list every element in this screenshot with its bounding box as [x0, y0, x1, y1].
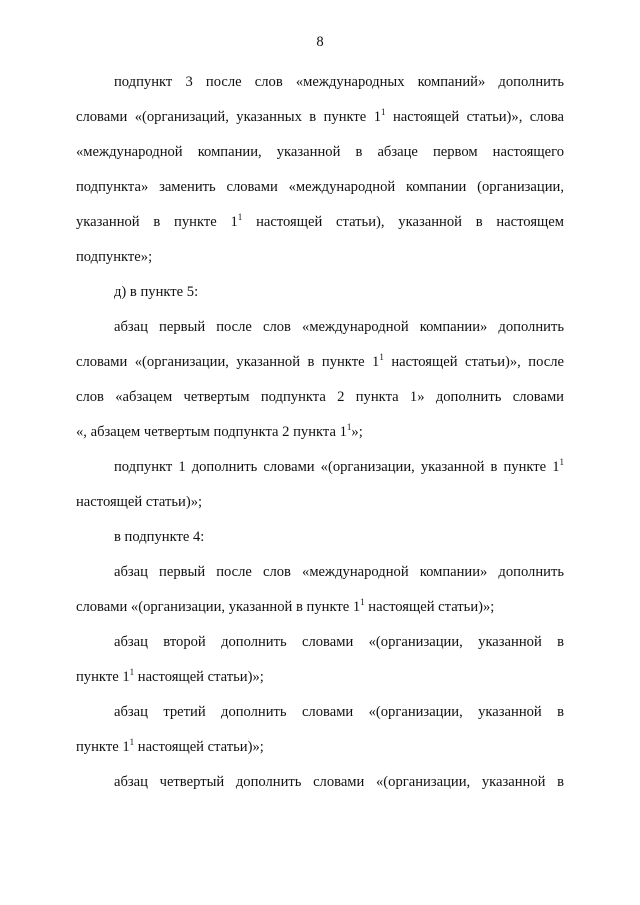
text-segment: абзац третий дополнить словами «(организации, указанной в [114, 704, 564, 720]
text-line [76, 388, 564, 406]
text-segment: настоящей статьи), указанной в настоящем [242, 214, 564, 230]
text-line [76, 213, 564, 231]
text-segment: настоящей статьи)»; [364, 599, 495, 615]
text-segment: словами «(организации, указанной в пункте 1 [76, 599, 361, 615]
superscript: 1 [559, 457, 564, 467]
text-line [76, 353, 564, 371]
text-segment: в подпункте 4: [114, 529, 205, 545]
text-line [114, 773, 564, 791]
text-line [114, 73, 564, 91]
text-segment: абзац первый после слов «международной компании» дополнить [114, 319, 564, 335]
page-number: 8 [316, 34, 324, 50]
text-line [76, 738, 564, 756]
text-segment: подпункт 3 после слов «международных компаний» дополнить [114, 74, 564, 90]
text-segment: настоящей статьи)»; [134, 739, 264, 755]
text-segment: д) в пункте 5: [114, 284, 199, 300]
text-line [76, 668, 564, 686]
text-line [114, 703, 564, 721]
superscript: 1 [129, 737, 135, 747]
text-line [76, 248, 564, 266]
text-segment: пункте 1 [76, 739, 130, 755]
text-segment: пункте 1 [76, 669, 130, 685]
text-segment: «международной компании, указанной в абзаце первом настоящего [76, 144, 564, 160]
superscript: 1 [129, 667, 135, 677]
superscript: 1 [237, 212, 243, 222]
text-segment: абзац первый после слов «международной компании» дополнить [114, 564, 564, 580]
text-segment: настоящей статьи)», после [383, 354, 564, 370]
text-segment: подпункте»; [76, 249, 153, 265]
text-line [76, 493, 564, 511]
text-line [76, 598, 564, 616]
text-line [114, 458, 564, 476]
text-line [114, 528, 564, 546]
text-segment: »; [351, 424, 363, 440]
text-segment: настоящей статьи)»; [76, 494, 203, 510]
text-line [114, 563, 564, 581]
text-line [76, 178, 564, 196]
text-segment: указанной в пункте 1 [76, 214, 238, 230]
text-segment: словами «(организаций, указанных в пункте 1 [76, 109, 382, 125]
text-segment: словами «(организации, указанной в пункте 1 [76, 354, 380, 370]
text-line [114, 633, 564, 651]
superscript: 1 [381, 107, 386, 117]
superscript: 1 [379, 352, 384, 362]
text-segment: «, абзацем четвертым подпункта 2 пункта 1 [76, 424, 347, 440]
superscript: 1 [360, 597, 365, 607]
text-segment: абзац второй дополнить словами «(организации, указанной в [114, 634, 564, 650]
text-segment: настоящей статьи)»; [134, 669, 264, 685]
text-segment: подпункта» заменить словами «международной компании (организации, [76, 179, 564, 195]
text-line [114, 283, 564, 301]
text-segment: подпункт 1 дополнить словами «(организации, указанной в пункте 1 [114, 459, 560, 475]
text-line [76, 423, 564, 441]
text-segment: абзац четвертый дополнить словами «(организации, указанной в [114, 774, 564, 790]
text-line [114, 318, 564, 336]
superscript: 1 [346, 422, 352, 432]
text-segment: настоящей статьи)», слова [385, 109, 565, 125]
text-line [76, 143, 564, 161]
text-segment: слов «абзацем четвертым подпункта 2 пункта 1» дополнить словами [76, 389, 564, 405]
text-line [76, 108, 564, 126]
